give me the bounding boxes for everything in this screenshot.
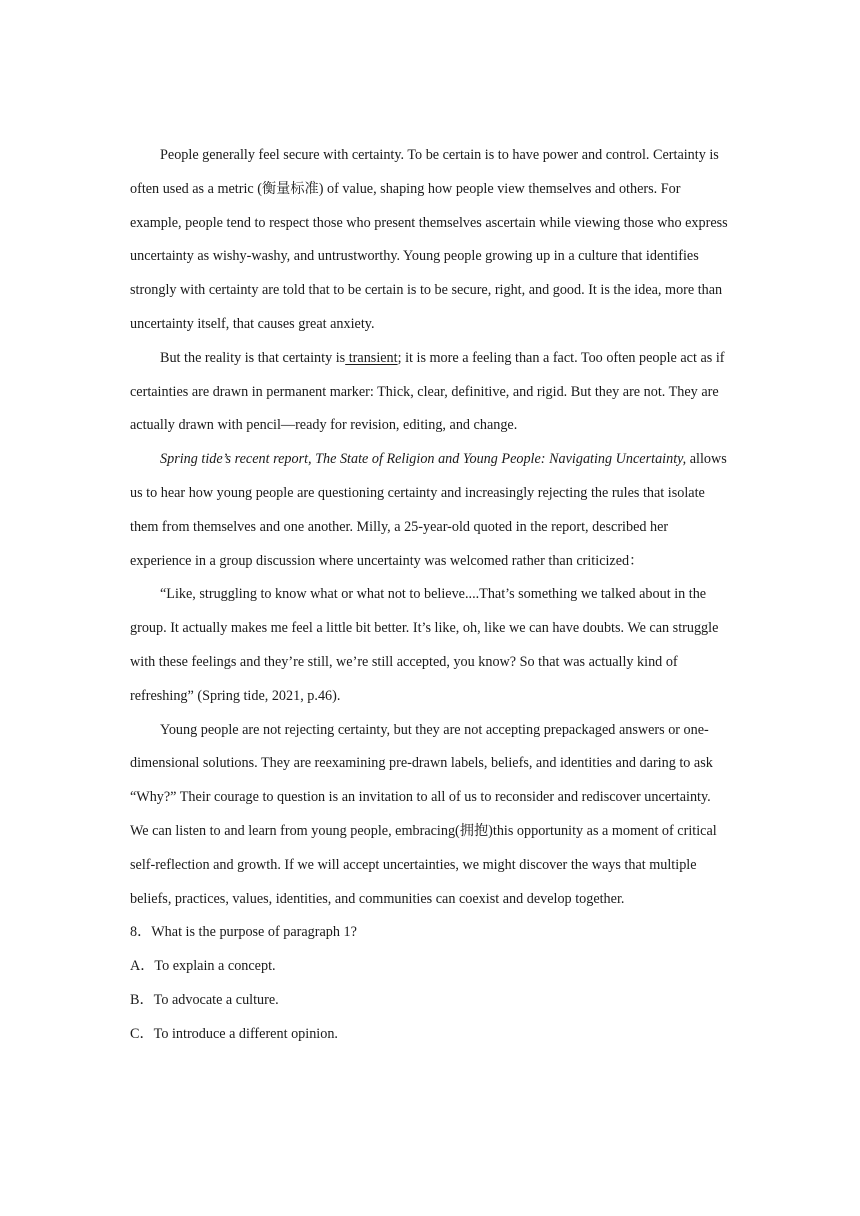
option-c[interactable]: C．To introduce a different opinion. — [130, 1025, 338, 1042]
paragraph-2 — [130, 342, 730, 443]
option-b[interactable]: B．To advocate a culture. — [130, 991, 279, 1008]
underlined-word-transient: transient — [345, 349, 398, 366]
paragraph-4-quote: “Like, struggling to know what or what not to believe....That’s something we talked about in the group. It actually makes me feel a little bit better. It’s like, oh, like we can have doubts. We can struggle with these feelings and they’re still, we’re still accepted, you know? So that was actually kind of refreshing” (Spring tide, 2021, p.46). — [130, 586, 719, 704]
paragraph-1: People generally feel secure with certainty. To be certain is to have power and control. Certainty is often used as a metric (衡量标准) of value, shaping how people view themselves and others. For example, people tend to respect those who present themselves ascertain while viewing those who express uncertainty as wishy-washy, and untrustworthy. Young people growing up in a culture that identifies strongly with certainty are told that to be certain is to be secure, right, and good. It is the idea, more than uncertainty itself, that causes great anxiety. — [130, 147, 728, 332]
paragraph-2-rest: ; it is more a feeling than a fact. Too often people act as if certainties are drawn in permanent marker: Thick, clear, definitive, and rigid. But they are not. They are actually drawn with pencil—ready for revision, editing, and change. — [130, 349, 725, 434]
document-page — [130, 139, 730, 1052]
paragraph-3-rest: allows us to hear how young people are questioning certainty and increasingly rejecting the rules that isolate them from themselves and one another. Milly, a 25-year-old quoted in the report, described her experience in a group discussion where uncertainty was welcomed rather than criticized： — [130, 451, 727, 569]
paragraph-5: Young people are not rejecting certainty, but they are not accepting prepackaged answers or one-dimensional solutions. They are reexamining pre-drawn labels, beliefs, and identities and daring to ask “Why?” Their courage to question is an invitation to all of us to reconsider and rediscover uncertainty. We can listen to and learn from young people, embracing(拥抱)this opportunity as a moment of critical self-reflection and growth. If we will accept uncertainties, we might discover the ways that multiple beliefs, practices, values, identities, and communities can coexist and develop together. — [130, 721, 717, 907]
paragraph-3 — [130, 443, 730, 578]
report-title-italic: Spring tide’s recent report, The State of Religion and Young People: Navigating Uncertainty, — [160, 451, 687, 468]
question-stem: 8．What is the purpose of paragraph 1? — [130, 924, 357, 941]
paragraph-2-start: But the reality is that certainty is — [160, 349, 346, 366]
option-a[interactable]: A．To explain a concept. — [130, 958, 276, 975]
